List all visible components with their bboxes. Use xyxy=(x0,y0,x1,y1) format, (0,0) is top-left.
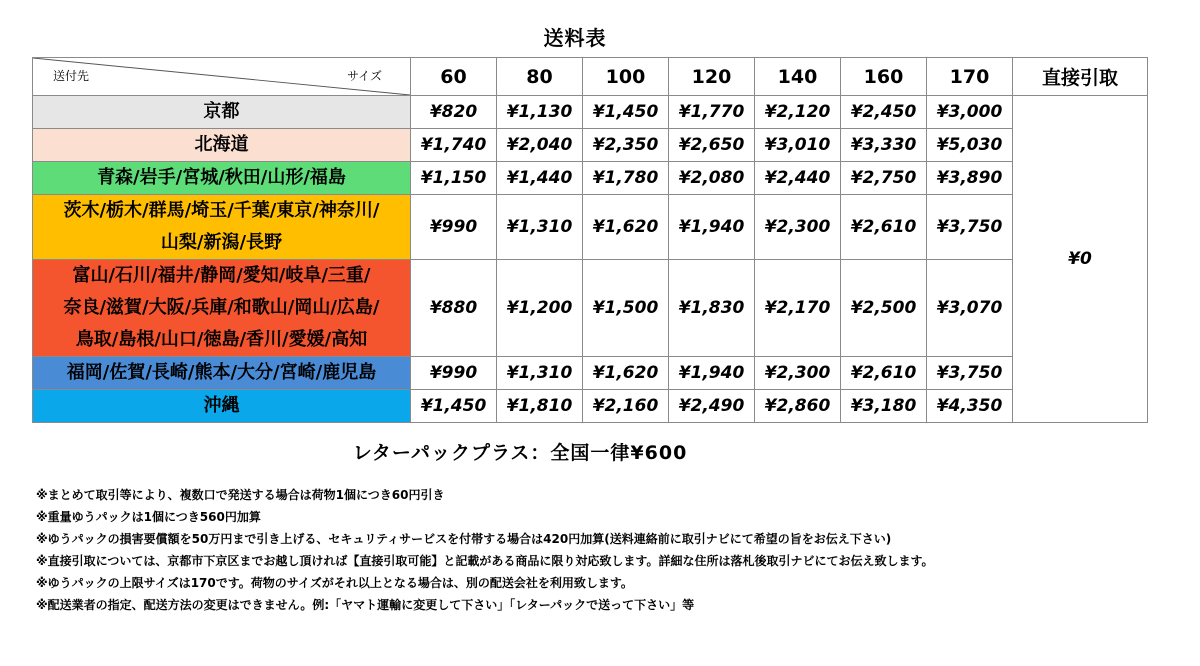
price-cell: ¥4,350 xyxy=(927,390,1013,423)
pickup-header: 直接引取 xyxy=(1013,58,1148,96)
header-corner-cell xyxy=(33,58,411,96)
price-cell: ¥820 xyxy=(411,96,497,129)
page-title: 送料表 xyxy=(543,26,607,50)
size-header-60: 60 xyxy=(411,58,497,96)
price-cell: ¥880 xyxy=(411,260,497,357)
note-item: ※配送業者の指定、配送方法の変更はできません。例:「ヤマト運輸に変更して下さい」「レターパックで送って下さい」等 xyxy=(36,598,695,612)
size-header-label: サイズ xyxy=(346,69,382,83)
price-cell: ¥1,310 xyxy=(497,195,583,260)
price-cell: ¥2,300 xyxy=(755,195,841,260)
note-item: ※まとめて取引等により、複数口で発送する場合は荷物1個につき60円引き xyxy=(36,488,445,502)
price-cell: ¥3,000 xyxy=(927,96,1013,129)
destination-line: 山梨/新潟/長野 xyxy=(160,232,283,253)
price-cell: ¥1,810 xyxy=(497,390,583,423)
destination-line: 鳥取/島根/山口/徳島/香川/愛媛/高知 xyxy=(75,329,368,350)
price-cell: ¥1,620 xyxy=(583,357,669,390)
destination-header-label: 送付先 xyxy=(53,69,90,83)
destination-cell: 京都 xyxy=(33,96,411,129)
table-row xyxy=(33,195,1148,260)
price-cell: ¥2,610 xyxy=(841,195,927,260)
shipping-rate-table xyxy=(32,57,1148,423)
price-cell: ¥1,150 xyxy=(411,162,497,195)
table-row xyxy=(33,96,1148,129)
price-cell: ¥3,330 xyxy=(841,129,927,162)
price-cell: ¥1,200 xyxy=(497,260,583,357)
note-item: ※重量ゆうパックは1個につき560円加算 xyxy=(36,510,261,524)
destination-cell: 北海道 xyxy=(33,129,411,162)
notes-list xyxy=(36,484,934,616)
destination-line: 富山/石川/福井/静岡/愛知/岐阜/三重/ xyxy=(72,265,371,286)
price-cell: ¥1,740 xyxy=(411,129,497,162)
price-cell: ¥2,300 xyxy=(755,357,841,390)
size-header-100: 100 xyxy=(583,58,669,96)
price-cell: ¥990 xyxy=(411,195,497,260)
price-cell: ¥3,180 xyxy=(841,390,927,423)
letterpack-note: レターパックプラス：全国一律¥600 xyxy=(352,442,688,464)
price-cell: ¥2,350 xyxy=(583,129,669,162)
price-cell: ¥2,080 xyxy=(669,162,755,195)
price-cell: ¥2,440 xyxy=(755,162,841,195)
price-cell: ¥1,310 xyxy=(497,357,583,390)
price-cell: ¥1,780 xyxy=(583,162,669,195)
price-cell: ¥1,830 xyxy=(669,260,755,357)
price-cell: ¥2,120 xyxy=(755,96,841,129)
price-cell: ¥2,160 xyxy=(583,390,669,423)
note-item: ※ゆうパックの損害要償額を50万円まで引き上げる、セキュリティサービスを付帯する場合は420円加算(送料連絡前に取引ナビにて希望の旨をお伝え下さい) xyxy=(36,532,892,546)
price-cell: ¥990 xyxy=(411,357,497,390)
price-cell: ¥3,070 xyxy=(927,260,1013,357)
price-cell: ¥2,490 xyxy=(669,390,755,423)
price-cell: ¥1,770 xyxy=(669,96,755,129)
price-cell: ¥2,040 xyxy=(497,129,583,162)
price-cell: ¥5,030 xyxy=(927,129,1013,162)
price-cell: ¥1,940 xyxy=(669,357,755,390)
destination-cell: 沖縄 xyxy=(33,390,411,423)
destination-cell: 青森/岩手/宮城/秋田/山形/福島 xyxy=(33,162,411,195)
price-cell: ¥1,620 xyxy=(583,195,669,260)
price-cell: ¥1,440 xyxy=(497,162,583,195)
table-row xyxy=(33,129,1148,162)
price-cell: ¥1,450 xyxy=(411,390,497,423)
price-cell: ¥2,750 xyxy=(841,162,927,195)
table-row xyxy=(33,390,1148,423)
destination-cell xyxy=(33,260,411,357)
size-header-160: 160 xyxy=(841,58,927,96)
price-cell: ¥3,750 xyxy=(927,195,1013,260)
note-item: ※直接引取については、京都市下京区までお越し頂ければ【直接引取可能】と記載がある商品に限り対応致します。詳細な住所は落札後取引ナビにてお伝え致します。 xyxy=(36,554,934,568)
table-row xyxy=(33,260,1148,357)
price-cell: ¥1,500 xyxy=(583,260,669,357)
pickup-price-cell: ¥0 xyxy=(1013,96,1148,423)
size-header-140: 140 xyxy=(755,58,841,96)
price-cell: ¥1,130 xyxy=(497,96,583,129)
price-cell: ¥3,890 xyxy=(927,162,1013,195)
destination-cell xyxy=(33,195,411,260)
destination-line: 茨木/栃木/群馬/埼玉/千葉/東京/神奈川/ xyxy=(63,200,380,221)
price-cell: ¥2,610 xyxy=(841,357,927,390)
price-cell: ¥1,940 xyxy=(669,195,755,260)
price-cell: ¥2,650 xyxy=(669,129,755,162)
price-cell: ¥3,750 xyxy=(927,357,1013,390)
destination-cell: 福岡/佐賀/長崎/熊本/大分/宮崎/鹿児島 xyxy=(33,357,411,390)
table-row xyxy=(33,162,1148,195)
price-cell: ¥2,500 xyxy=(841,260,927,357)
price-cell: ¥2,170 xyxy=(755,260,841,357)
price-cell: ¥1,450 xyxy=(583,96,669,129)
table-row xyxy=(33,357,1148,390)
price-cell: ¥2,450 xyxy=(841,96,927,129)
note-item: ※ゆうパックの上限サイズは170です。荷物のサイズがそれ以上となる場合は、別の配送会社を利用致します。 xyxy=(36,576,633,590)
size-header-170: 170 xyxy=(927,58,1013,96)
price-cell: ¥2,860 xyxy=(755,390,841,423)
destination-line: 奈良/滋賀/大阪/兵庫/和歌山/岡山/広島/ xyxy=(63,297,380,318)
price-cell: ¥3,010 xyxy=(755,129,841,162)
table-header-row xyxy=(33,58,1148,96)
size-header-120: 120 xyxy=(669,58,755,96)
size-header-80: 80 xyxy=(497,58,583,96)
